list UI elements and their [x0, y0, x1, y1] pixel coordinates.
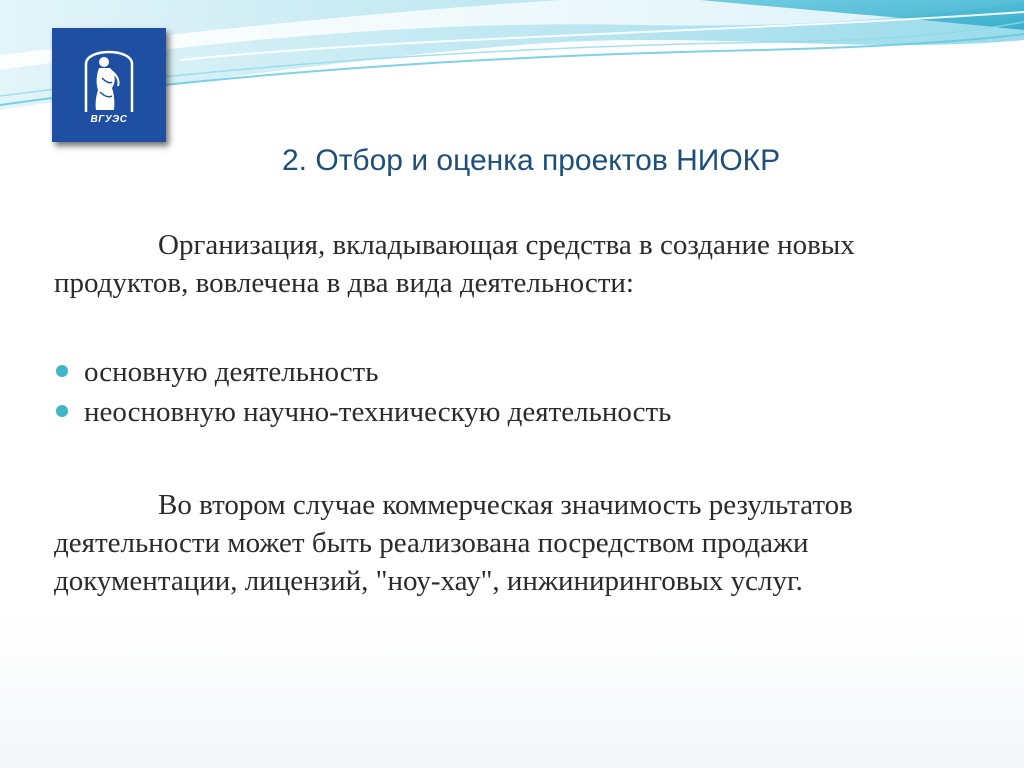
- slide-title: 2. Отбор и оценка проектов НИОКР: [282, 144, 781, 177]
- logo-text: ВГУЭС: [90, 114, 128, 125]
- bullet-text: основную деятельность: [84, 356, 379, 388]
- bullet-list: [54, 352, 671, 432]
- bullet-dot-icon: [56, 405, 68, 417]
- bullet-dot-icon: [56, 365, 68, 377]
- university-logo: [52, 28, 166, 142]
- bullet-text: неосновную научно-техническую деятельность: [84, 396, 672, 428]
- intro-paragraph: Организация, вкладывающая средства в создание новых продуктов, вовлечена в два вида деятельности:: [54, 229, 855, 299]
- conclusion-paragraph: Во втором случае коммерческая значимость результатов деятельности может быть реализована посредством продажи документации, лицензий, "ноу-хау", инжиниринговых услуг.: [54, 489, 853, 597]
- bullet-item: [54, 392, 671, 432]
- bullet-item: [54, 352, 671, 392]
